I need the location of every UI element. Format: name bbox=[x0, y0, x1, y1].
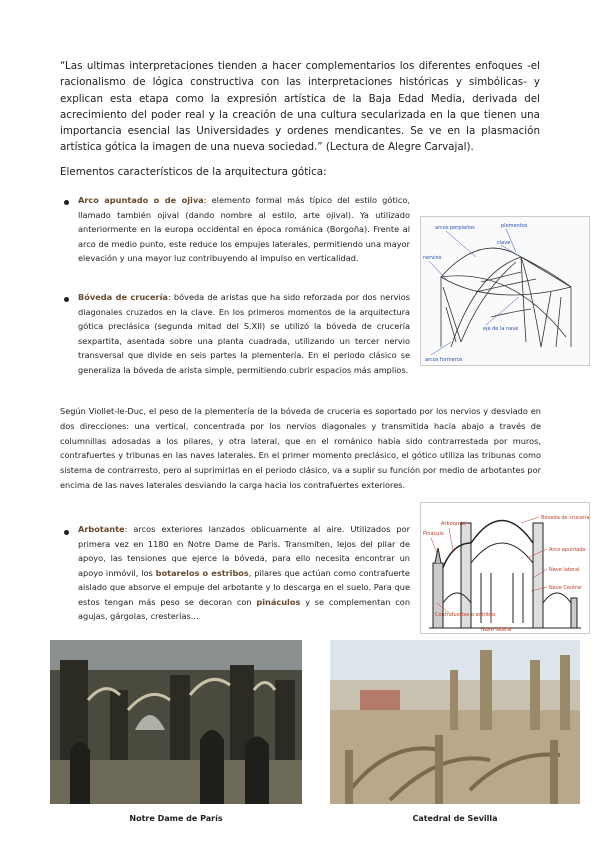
bullet-term: Bóveda de crucería bbox=[78, 292, 168, 302]
notre-dame-image bbox=[50, 640, 302, 804]
buttress-label: Nave lateral bbox=[481, 627, 512, 633]
viollet-paragraph: Según Viollet-le-Duc, el peso de la plementería de la bóveda de cruceria es soportado por los nervios y desviado en dos direcciones: una vertical, concentrada por los nervios diagonales y transmitida hacia abajo a través de columnillas adosadas a los pilares, y otra lateral, que en el románico había sido contrarrestada por muros, contrafuertes y tribunas en las naves laterales. En el primer momento preclásico, el gótico utiliza las tribunas como sistema de contrarresto, pero al suprimirlas en el periodo clásico, va a suplir su función por medio de arbotantes por encima de las naves laterales desviando la carga hacia los contrafuertes exteriores. bbox=[60, 406, 541, 490]
vault-label: clave bbox=[497, 240, 511, 246]
bullet-text: : arcos exteriores lanzados oblicuamente al aire. Utilizados por primera vez en 1180 en Notre Dame de París. Transmiten, lejos del pilar de apoyo, las tensiones que ejerce la bóveda, para ello necesita encontrar un apoyo inmóvil, los bbox=[78, 524, 410, 578]
vault-label: plementos bbox=[501, 223, 528, 229]
bullet-dot bbox=[64, 530, 69, 535]
buttress-label: Nave lateral bbox=[549, 567, 580, 573]
bullet-term: Arbotante bbox=[78, 524, 125, 534]
bullet-dot bbox=[64, 200, 69, 205]
sevilla-photo bbox=[330, 640, 580, 804]
intro-quote: “Las ultimas interpretaciones tienden a hacer complementarios los diferentes enfoques -el racionalismo de lógica constructiva con las interpretaciones históricas y simbólicas- y explican esta etapa como la expresión artística de la Baja Edad Media, derivada del acrecimiento del poder real y la creación de una cultura secularizada en la que tienen una importancia esencial las Universidades y ordenes mendicantes. Se ve en la plasmación artística gótica la imagen de una nueva sociedad.” (Lectura de Alegre Carvajal). bbox=[60, 60, 540, 154]
buttress-label: Bóveda de crucería bbox=[541, 515, 589, 521]
bullet-text: : bóveda de aristas que ha sido reforzada por dos nervios diagonales cruzados en la clave. En los primeros momentos de la arquitectura gótica preclásica (segunda mitad del S.XII) se utilizó la bóveda de crucería sexpartita, asentada sobre una planta cuadrada, utilizando un tercer nervio transversal que divide en seis partes la plementería. En el periodo clásico se generaliza la bóveda de arista simple, permitiendo cubrir espacios más amplios. bbox=[78, 292, 410, 375]
bullet-boveda bbox=[78, 290, 410, 377]
vault-label: arcos perpiaños bbox=[435, 225, 475, 231]
bullet-text: : elemento formal más típico del estilo gótico, llamado también ojival (dando nombre al estilo, arte ojival). Ya utilizado anteriormente en la europa occidental en época románica (Borgoña). Frente al arco de medio punto, este reduce los empujes laterales, permitiendo una mayor elevación y una mayor luz contribuyendo al impulso en verticalidad. bbox=[78, 195, 410, 263]
bullet-term: pináculos bbox=[256, 596, 301, 607]
buttress-label: Nave Central bbox=[549, 585, 582, 591]
bullet-text: , pilares que actúan como contrafuerte aislado que absorve el empuje del arbotante y lo descarga en el suelo. Para que estos tengan más peso se decoran con bbox=[78, 567, 410, 607]
bullet-arbotante bbox=[78, 522, 410, 624]
bullet-term: Arco apuntado o de ojiva bbox=[78, 195, 204, 205]
bullet-term: botarelos o estribos bbox=[155, 567, 249, 578]
section-heading: Elementos característicos de la arquitectura gótica: bbox=[60, 166, 327, 178]
photo-caption: Notre Dame de París bbox=[129, 814, 223, 823]
buttress-label: Arbotante bbox=[441, 521, 466, 527]
vault-diagram bbox=[420, 216, 590, 366]
vault-label: arcos formeros bbox=[425, 357, 463, 363]
bullet-text: y se complementan con agujas, gárgolas, cresterías... bbox=[78, 596, 411, 621]
vault-label: nervios bbox=[423, 255, 442, 261]
bullet-dot bbox=[64, 297, 69, 302]
sevilla-image bbox=[330, 640, 580, 804]
bullet-arco bbox=[78, 193, 410, 266]
buttress-diagram bbox=[420, 502, 590, 634]
buttress-label: Pináculo bbox=[423, 531, 444, 537]
buttress-label: Arco apuntado bbox=[549, 547, 586, 553]
vault-drawing bbox=[421, 217, 589, 365]
buttress-drawing bbox=[421, 503, 589, 633]
notre-dame-photo bbox=[50, 640, 302, 804]
photo-caption: Catedral de Sevilla bbox=[412, 814, 498, 823]
vault-label: eje de la nave bbox=[483, 326, 519, 332]
buttress-label: Contrafuertes o estribos bbox=[435, 612, 496, 618]
